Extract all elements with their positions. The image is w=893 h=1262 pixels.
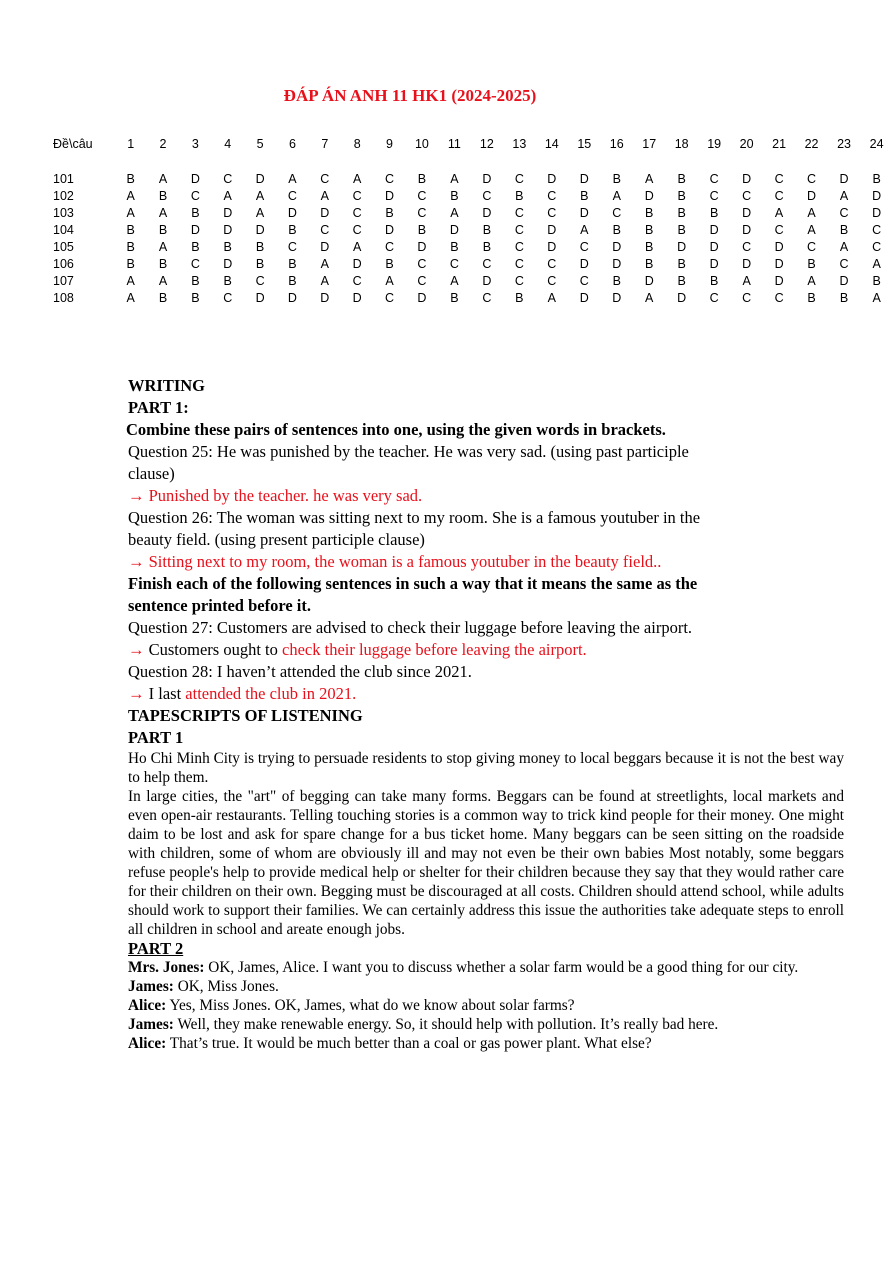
answer-cell: B <box>450 189 459 203</box>
answer-cell: B <box>385 206 394 220</box>
answer-cell: C <box>514 240 524 254</box>
answer-cell: D <box>872 189 882 203</box>
answer-cell: B <box>158 223 168 237</box>
answer-cell: B <box>645 223 654 237</box>
table-row <box>48 205 893 222</box>
question-number: 9 <box>386 137 393 151</box>
question-26: Question 26: The woman was sitting next to my room. She is a famous youtuber in the beauty field. (using present participle clause) <box>128 508 701 549</box>
answer-cell: D <box>482 274 492 288</box>
answer-cell: A <box>807 274 816 288</box>
arrow-icon: → <box>128 640 145 659</box>
arrow-icon: → <box>128 684 145 703</box>
answer-cell: B <box>288 223 297 237</box>
answer-cell: B <box>645 206 654 220</box>
answer-cell: D <box>385 189 395 203</box>
answer-cell: A <box>807 223 816 237</box>
question-number: 18 <box>674 137 689 151</box>
answer-cell: A <box>126 189 135 203</box>
answer-cell: B <box>158 189 168 203</box>
answer-cell: C <box>320 223 330 237</box>
question-number: 21 <box>772 137 787 151</box>
question-number: 24 <box>869 137 884 151</box>
answer-cell: C <box>352 274 362 288</box>
answer-cell: C <box>579 240 589 254</box>
answer-cell: A <box>839 240 849 254</box>
answer-cell: B <box>677 223 686 237</box>
exam-code: 101 <box>53 172 74 186</box>
answer-cell: D <box>190 172 200 186</box>
answer-cell: A <box>223 189 232 203</box>
answer-cell: B <box>126 240 135 254</box>
answer-cell: D <box>547 172 557 186</box>
answer-cell: C <box>417 206 427 220</box>
answer-cell: A <box>352 172 362 186</box>
answer-cell: D <box>579 206 589 220</box>
exam-code: 103 <box>53 206 74 220</box>
writing-heading: WRITING <box>128 376 206 395</box>
question-number: 7 <box>321 137 329 151</box>
exam-code: 102 <box>53 189 74 203</box>
answer-cell: A <box>158 206 168 220</box>
answer-cell: D <box>417 291 427 305</box>
answer-cell: D <box>742 223 752 237</box>
answer-cell: C <box>547 206 557 220</box>
answer-cell: C <box>417 257 427 271</box>
answer-cell: A <box>320 274 329 288</box>
answer-cell: D <box>774 257 784 271</box>
answer-cell: B <box>223 240 232 254</box>
answer-cell: A <box>126 274 135 288</box>
question-number: 8 <box>353 137 361 151</box>
question-27: Question 27: Customers are advised to check their luggage before leaving the airport. <box>128 618 693 637</box>
answer-cell: D <box>742 206 752 220</box>
answer-cell: D <box>223 257 233 271</box>
arrow-icon: → <box>128 552 145 571</box>
answer-cell: B <box>807 257 816 271</box>
answer-cell: C <box>547 257 557 271</box>
answer-cell: D <box>320 291 330 305</box>
answer-cell: A <box>352 240 362 254</box>
question-number: 4 <box>224 137 232 151</box>
answer-key-header-row <box>48 136 893 153</box>
answer-cell: B <box>288 257 297 271</box>
answer-cell: A <box>580 223 589 237</box>
answer-cell: B <box>223 274 232 288</box>
answer-cell: C <box>320 172 330 186</box>
answer-cell: B <box>255 257 265 271</box>
answer-cell: A <box>839 189 849 203</box>
answer-cell: D <box>352 257 362 271</box>
answer-cell: A <box>547 291 556 305</box>
answer-cell: B <box>580 189 589 203</box>
answer-cell: B <box>482 223 492 237</box>
answer-cell: C <box>742 189 752 203</box>
answer-cell: C <box>352 223 362 237</box>
answer-cell: A <box>255 206 265 220</box>
answer-cell: C <box>223 172 233 186</box>
answer-cell: C <box>385 240 395 254</box>
exam-code: 107 <box>53 274 74 288</box>
answer-cell: C <box>482 189 492 203</box>
answer-cell: C <box>190 189 200 203</box>
answer-cell: B <box>677 172 686 186</box>
answer-cell: B <box>677 257 686 271</box>
answer-cell: D <box>839 172 849 186</box>
question-number: 10 <box>414 137 429 151</box>
answer-26: → Sitting next to my room, the woman is a famous youtuber in the beauty field.. <box>128 552 662 571</box>
dialogue-text: Yes, Miss Jones. OK, James, what do we know about solar farms? <box>166 997 575 1014</box>
answer-cell: C <box>709 291 719 305</box>
answer-cell: C <box>417 274 427 288</box>
answer-cell: C <box>612 206 622 220</box>
answer-cell: B <box>872 274 881 288</box>
answer-cell: A <box>645 291 654 305</box>
answer-cell: B <box>417 172 427 186</box>
listening-heading: TAPESCRIPTS OF LISTENING <box>128 706 363 725</box>
answer-cell: B <box>839 223 849 237</box>
question-number: 17 <box>642 137 657 151</box>
question-number: 3 <box>191 137 199 151</box>
answer-cell: C <box>872 223 882 237</box>
answer-cell: D <box>774 274 784 288</box>
answer-cell: C <box>385 291 395 305</box>
answer-cell: D <box>352 291 362 305</box>
corner-label: Đề\câu <box>53 137 93 151</box>
question-number: 6 <box>288 137 296 151</box>
answer-cell: B <box>126 172 135 186</box>
answer-cell: D <box>223 223 233 237</box>
answer-cell: B <box>709 274 719 288</box>
question-number: 1 <box>127 137 135 151</box>
answer-cell: C <box>774 172 784 186</box>
answer-cell: C <box>287 189 297 203</box>
answer-cell: D <box>287 291 297 305</box>
dialogue-text: That’s true. It would be much better than a coal or gas power plant. What else? <box>166 1035 652 1052</box>
answer-cell: B <box>612 274 621 288</box>
answer-cell: C <box>742 291 752 305</box>
answer-cell: C <box>774 223 784 237</box>
answer-cell: D <box>872 206 882 220</box>
speaker-name: Alice: <box>128 1035 167 1052</box>
answer-cell: D <box>449 223 459 237</box>
answer-cell: A <box>645 172 654 186</box>
answer-cell: D <box>677 240 687 254</box>
question-number: 19 <box>707 137 722 151</box>
answer-28: → I last attended the club in 2021. <box>128 684 357 703</box>
answer-cell: B <box>255 240 265 254</box>
answer-cell: A <box>158 172 168 186</box>
exam-code: 106 <box>53 257 74 271</box>
answer-cell: D <box>742 172 752 186</box>
answer-cell: A <box>126 291 135 305</box>
answer-cell: D <box>709 223 719 237</box>
question-number: 14 <box>544 137 559 151</box>
answer-cell: B <box>158 257 168 271</box>
answer-cell: D <box>839 274 849 288</box>
answer-cell: A <box>450 274 459 288</box>
answer-cell: B <box>709 206 719 220</box>
answer-cell: A <box>126 206 135 220</box>
answer-cell: C <box>255 274 265 288</box>
dialogue-line <box>128 996 844 1015</box>
answer-cell: D <box>255 172 265 186</box>
answer-25: → Punished by the teacher. he was very sad. <box>128 486 423 505</box>
answer-cell: B <box>191 291 200 305</box>
answer-cell: D <box>579 172 589 186</box>
dialogue-line <box>128 958 844 977</box>
answer-cell: A <box>255 189 265 203</box>
answer-cell: D <box>644 189 654 203</box>
answer-cell: C <box>547 274 557 288</box>
answer-cell: C <box>190 257 200 271</box>
answer-cell: B <box>872 172 881 186</box>
answer-cell: C <box>352 206 362 220</box>
answer-cell: B <box>677 274 686 288</box>
listening-part1-heading: PART 1 <box>128 728 184 747</box>
instruction-rewrite: Finish each of the following sentences in such a way that it means the same as the sentence printed before it. <box>128 574 698 615</box>
question-number: 22 <box>804 137 819 151</box>
question-number: 12 <box>479 137 494 151</box>
dialogue-line <box>128 1034 844 1053</box>
dialogue-line <box>128 1015 844 1034</box>
answer-cell: B <box>807 291 816 305</box>
answer-cell: B <box>612 172 621 186</box>
writing-part1-heading: PART 1: <box>128 398 189 417</box>
question-number: 16 <box>609 137 624 151</box>
answer-cell: C <box>709 189 719 203</box>
answer-cell: A <box>612 189 621 203</box>
table-row <box>48 188 893 205</box>
answer-cell: D <box>644 274 654 288</box>
table-row <box>48 273 893 290</box>
speaker-name: Mrs. Jones: <box>128 959 205 976</box>
answer-cell: A <box>320 257 329 271</box>
exam-code: 105 <box>53 240 74 254</box>
answer-cell: A <box>158 274 168 288</box>
speaker-name: James: <box>128 1016 174 1033</box>
speaker-name: Alice: <box>128 997 167 1014</box>
answer-cell: A <box>288 172 297 186</box>
answer-cell: B <box>515 291 524 305</box>
answer-cell: C <box>807 172 817 186</box>
answer-cell: A <box>320 189 329 203</box>
question-25: Question 25: He was punished by the teacher. He was very sad. (using past participle clause) <box>128 442 689 483</box>
answer-cell: C <box>514 206 524 220</box>
tapescript-part1-para1: Ho Chi Minh City is trying to persuade residents to stop giving money to local beggars because it is not the best way to help them. <box>128 750 844 786</box>
answer-cell: D <box>547 223 557 237</box>
answer-cell: C <box>839 206 849 220</box>
answer-cell: B <box>450 291 459 305</box>
answer-cell: D <box>255 223 265 237</box>
page-title: ĐÁP ÁN ANH 11 HK1 (2024-2025) <box>283 86 537 105</box>
answer-cell: A <box>774 206 784 220</box>
dialogue-text: OK, James, Alice. I want you to discuss whether a solar farm would be a good thing for our city. <box>204 959 799 976</box>
table-row <box>48 256 893 273</box>
answer-cell: B <box>515 189 524 203</box>
answer-cell: D <box>612 291 622 305</box>
answer-cell: B <box>839 291 849 305</box>
answer-cell: B <box>385 257 394 271</box>
answer-cell: C <box>352 189 362 203</box>
answer-cell: C <box>385 172 395 186</box>
answer-cell: B <box>482 240 492 254</box>
answer-cell: B <box>126 257 135 271</box>
answer-cell: D <box>807 189 817 203</box>
arrow-icon: → <box>128 486 145 505</box>
answer-cell: C <box>449 257 459 271</box>
answer-cell: B <box>191 240 200 254</box>
answer-cell: D <box>255 291 265 305</box>
answer-27: → Customers ought to check their luggage before leaving the airport. <box>128 640 587 659</box>
answer-cell: A <box>872 291 881 305</box>
question-number: 23 <box>837 137 851 151</box>
content <box>128 375 844 1053</box>
answer-cell: A <box>450 206 459 220</box>
answer-cell: D <box>287 206 297 220</box>
listening-part2-heading: PART 2 <box>128 939 184 958</box>
answer-cell: D <box>547 240 557 254</box>
answer-cell: C <box>742 240 752 254</box>
answer-cell: D <box>742 257 752 271</box>
tapescript-part1-para2: In large cities, the "art" of begging can take many forms. Beggars can be found at streetlights, local markets and even open-air restaurants. Telling touching stories is a common way to trick kind people for their money. One might daim to be lost and ask for spare change for a bus ticket home. Many beggars can be seen sitting on the roadside with children, some of whom are obviously ill and may not even be their own babies Most notably, some beggars refuse people's help to provide medical help or shelter for their children because they say that they would rather care for their children on their own. Begging must be discouraged at all costs. Children should attend school, while adults should work to support their families. We can certainly address this issue the authorities take adequate steps to enroll all children in school and areate enough jobs. <box>128 788 844 938</box>
answer-cell: C <box>774 291 784 305</box>
exam-code: 104 <box>53 223 74 237</box>
answer-cell: A <box>872 257 881 271</box>
answer-cell: C <box>579 274 589 288</box>
answer-key-table <box>48 136 893 307</box>
answer-cell: C <box>709 172 719 186</box>
answer-cell: D <box>190 223 200 237</box>
question-number: 11 <box>447 137 461 151</box>
answer-cell: D <box>612 240 622 254</box>
answer-cell: C <box>417 189 427 203</box>
answer-cell: D <box>612 257 622 271</box>
answer-cell: C <box>774 189 784 203</box>
answer-cell: B <box>450 240 459 254</box>
table-row <box>48 171 893 188</box>
answer-cell: D <box>709 257 719 271</box>
answer-cell: B <box>677 189 686 203</box>
answer-cell: D <box>223 206 233 220</box>
table-row <box>48 222 893 239</box>
answer-cell: C <box>514 274 524 288</box>
answer-cell: D <box>579 257 589 271</box>
question-number: 20 <box>739 137 754 151</box>
dialogue <box>128 958 844 1053</box>
answer-cell: B <box>677 206 686 220</box>
answer-cell: B <box>417 223 427 237</box>
answer-cell: A <box>158 240 168 254</box>
answer-cell: D <box>579 291 589 305</box>
answer-cell: C <box>287 240 297 254</box>
speaker-name: James: <box>128 978 174 995</box>
dialogue-line <box>128 977 844 996</box>
answer-cell: C <box>872 240 882 254</box>
answer-cell: A <box>385 274 394 288</box>
answer-cell: B <box>612 223 621 237</box>
answer-cell: D <box>385 223 395 237</box>
answer-cell: D <box>709 240 719 254</box>
answer-cell: B <box>191 274 200 288</box>
question-number: 13 <box>512 137 527 151</box>
answer-cell: B <box>645 240 654 254</box>
answer-cell: C <box>514 172 524 186</box>
answer-cell: B <box>158 291 168 305</box>
answer-cell: B <box>191 206 200 220</box>
answer-cell: D <box>417 240 427 254</box>
answer-cell: D <box>482 172 492 186</box>
dialogue-text: OK, Miss Jones. <box>173 978 279 995</box>
answer-cell: C <box>514 257 524 271</box>
answer-cell: C <box>482 291 492 305</box>
table-row <box>48 290 893 307</box>
question-number: 5 <box>256 137 264 151</box>
answer-cell: D <box>320 240 330 254</box>
exam-code: 108 <box>53 291 74 305</box>
question-28: Question 28: I haven’t attended the club since 2021. <box>128 662 472 681</box>
answer-cell: C <box>223 291 233 305</box>
answer-cell: B <box>288 274 297 288</box>
answer-cell: A <box>742 274 751 288</box>
table-row <box>48 239 893 256</box>
answer-cell: D <box>677 291 687 305</box>
answer-cell: A <box>807 206 816 220</box>
answer-cell: C <box>839 257 849 271</box>
answer-cell: D <box>320 206 330 220</box>
answer-cell: D <box>482 206 492 220</box>
instruction-combine: Combine these pairs of sentences into one, using the given words in brackets. <box>126 420 666 439</box>
answer-cell: B <box>126 223 135 237</box>
answer-cell: C <box>482 257 492 271</box>
answer-cell: D <box>774 240 784 254</box>
dialogue-text: Well, they make renewable energy. So, it should help with pollution. It’s really bad here. <box>173 1016 719 1033</box>
answer-cell: A <box>450 172 459 186</box>
answer-cell: C <box>547 189 557 203</box>
question-number: 2 <box>159 137 167 151</box>
answer-cell: C <box>514 223 524 237</box>
answer-cell: B <box>645 257 654 271</box>
question-number: 15 <box>577 137 592 151</box>
answer-cell: C <box>807 240 817 254</box>
